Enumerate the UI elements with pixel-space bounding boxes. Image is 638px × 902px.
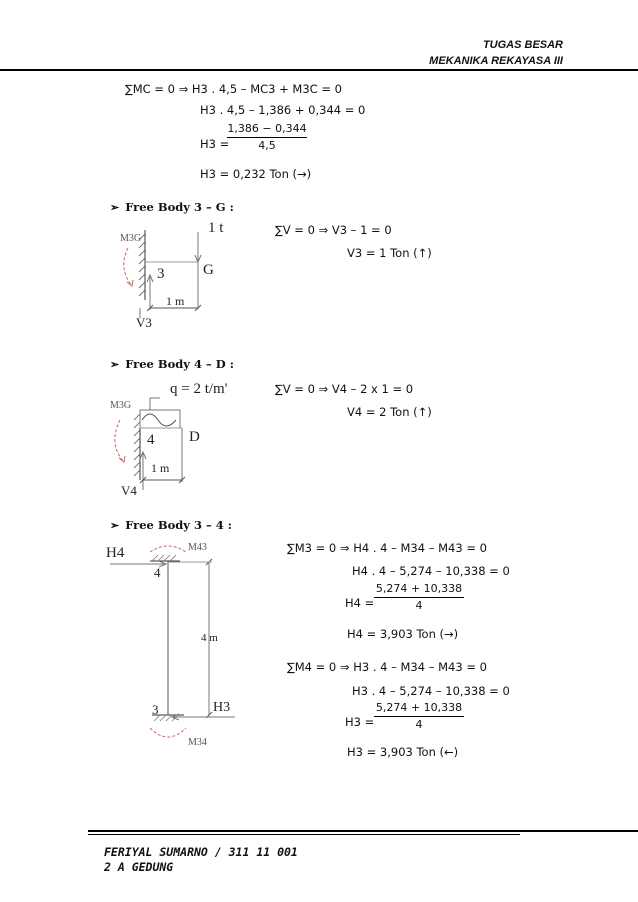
horizontal-force-label-bottom: H3 — [213, 700, 231, 715]
vertical-result: V3 = 1 Ton (↑) — [347, 246, 432, 260]
fraction-numerator: 1,386 − 0,344 — [227, 122, 307, 135]
section-heading-34-text: Free Body 3 – 4 : — [125, 518, 233, 532]
span-label: 1 m — [151, 461, 170, 475]
footer-author: FERIYAL SUMARNO / 311 11 001 — [104, 845, 298, 859]
fraction-label-h3: H3 = — [345, 715, 375, 729]
substitution-line: H3 . 4,5 – 1,386 + 0,344 = 0 — [200, 103, 366, 117]
fraction-numerator: 5,274 + 10,338 — [375, 701, 463, 714]
moment-equation: ∑MC = 0 ⇒ H3 . 4,5 – MC3 + M3C = 0 — [125, 82, 342, 96]
node-label-3: 3 — [157, 266, 165, 282]
fraction-denominator: 4 — [415, 599, 423, 612]
fraction-bar — [374, 597, 464, 598]
horizontal-force-label-top: H4 — [106, 545, 125, 561]
section-heading-3g-text: Free Body 3 – G : — [125, 200, 234, 214]
section-heading-4d-text: Free Body 4 – D : — [125, 357, 234, 371]
moment-label-top: M43 — [188, 542, 207, 553]
fraction-label: H3 = — [200, 137, 230, 151]
node-label-4: 4 — [147, 432, 155, 448]
load-label: 1 t — [208, 220, 224, 236]
fraction-label-h4: H4 = — [345, 596, 375, 610]
vertical-equilibrium-eq: ∑V = 0 ⇒ V3 – 1 = 0 — [275, 223, 392, 237]
moment-equation-m3: ∑M3 = 0 ⇒ H4 . 4 – M34 – M43 = 0 — [287, 541, 487, 555]
node-label-3: 3 — [152, 702, 159, 717]
header-course: MEKANIKA REKAYASA III — [429, 55, 563, 67]
reaction-label: V3 — [136, 315, 152, 330]
fraction-denominator: 4 — [415, 718, 423, 731]
vertical-equilibrium-eq: ∑V = 0 ⇒ V4 – 2 x 1 = 0 — [275, 382, 414, 396]
moment-label: M3G — [120, 233, 142, 244]
moment-equation-m4: ∑M4 = 0 ⇒ H3 . 4 – M34 – M43 = 0 — [287, 660, 487, 674]
moment-label: M3G — [110, 400, 132, 411]
span-label: 1 m — [166, 294, 185, 308]
footer-rule-thin — [88, 834, 520, 835]
arrowhead-bullet-icon: ➢ — [110, 358, 120, 371]
result-h3: H3 = 3,903 Ton (←) — [347, 745, 459, 759]
vertical-result: V4 = 2 Ton (↑) — [347, 405, 432, 419]
arrowhead-bullet-icon: ➢ — [110, 201, 120, 214]
moment-label-bottom: M34 — [188, 737, 207, 748]
node-label-g: G — [203, 262, 214, 278]
result-line: H3 = 0,232 Ton (→) — [200, 167, 312, 181]
reaction-label: V4 — [121, 483, 137, 498]
height-label: 4 m — [201, 632, 218, 644]
substitution-line-h4: H4 . 4 – 5,274 – 10,338 = 0 — [352, 564, 510, 578]
fraction-h4 — [374, 582, 464, 612]
header-title: TUGAS BESAR — [482, 39, 563, 51]
fraction-denominator: 4,5 — [258, 139, 276, 152]
node-label-4: 4 — [154, 565, 161, 580]
result-h4: H4 = 3,903 Ton (→) — [347, 627, 459, 641]
node-label-d: D — [189, 429, 200, 445]
fraction-numerator: 5,274 + 10,338 — [375, 582, 463, 595]
load-label: q = 2 t/m' — [170, 381, 228, 397]
substitution-line-h3: H3 . 4 – 5,274 – 10,338 = 0 — [352, 684, 510, 698]
fraction-bar — [374, 716, 464, 717]
footer-rule — [88, 830, 638, 832]
arrowhead-bullet-icon: ➢ — [110, 519, 120, 532]
fraction-h3 — [374, 701, 464, 731]
footer-class: 2 A GEDUNG — [104, 860, 174, 874]
